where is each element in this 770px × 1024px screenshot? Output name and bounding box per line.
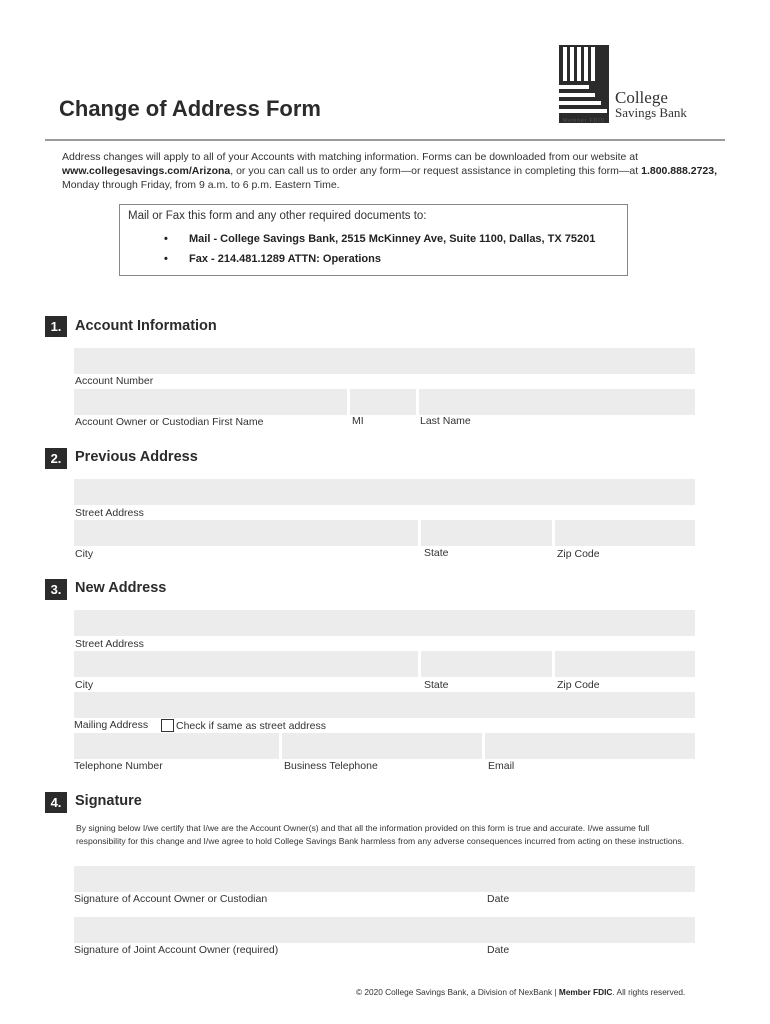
footer-copyright: © 2020 College Savings Bank, a Division of NexBank | Member FDIC. All rights reserved. xyxy=(356,987,686,997)
previous-state-label: State xyxy=(424,547,449,559)
email-label: Email xyxy=(488,760,515,772)
joint-signature-field[interactable] xyxy=(74,917,695,943)
owner-signature-date-label: Date xyxy=(487,893,510,905)
section-1-title: Account Information xyxy=(75,318,217,334)
signature-certification-text: By signing below I/we certify that I/we are the Account Owner(s) and that all the information provided on this form is true and accurate. I/we assume full responsibility for this change and I/we agree to hold College Savings Bank harmless from any adverse consequences incurred from acting on these instructions. xyxy=(76,823,685,846)
new-zip-field[interactable] xyxy=(555,651,695,677)
mailing-address-label: Mailing Address xyxy=(74,719,149,731)
previous-zip-field[interactable] xyxy=(555,520,695,546)
phone-number: 1.800.888.2723, xyxy=(641,165,718,177)
mi-field[interactable] xyxy=(350,389,416,415)
new-street-label: Street Address xyxy=(75,638,144,650)
previous-street-field[interactable] xyxy=(74,479,695,505)
logo-wordmark: College Savings Bank xyxy=(615,88,687,120)
owner-signature-field[interactable] xyxy=(74,866,695,892)
previous-city-field[interactable] xyxy=(74,520,418,546)
mail-address: • Mail - College Savings Bank, 2515 McKinney Ave, Suite 1100, Dallas, TX 75201 xyxy=(168,233,595,245)
previous-zip-label: Zip Code xyxy=(557,548,600,560)
logo-member-fdic: Member FDIC xyxy=(563,118,606,124)
last-name-field[interactable] xyxy=(419,389,695,415)
owner-signature-label: Signature of Account Owner or Custodian xyxy=(74,893,268,905)
new-street-field[interactable] xyxy=(74,610,695,636)
same-address-checkbox[interactable] xyxy=(161,719,174,732)
mailing-address-field[interactable] xyxy=(74,692,695,718)
page-title: Change of Address Form xyxy=(59,96,321,121)
new-city-field[interactable] xyxy=(74,651,418,677)
joint-signature-label: Signature of Joint Account Owner (required) xyxy=(74,944,279,956)
fax-number: • Fax - 214.481.1289 ATTN: Operations xyxy=(168,253,381,265)
title-divider xyxy=(45,139,725,141)
website-link[interactable]: www.collegesavings.com/Arizona xyxy=(62,165,231,177)
account-number-field[interactable] xyxy=(74,348,695,374)
business-telephone-label: Business Telephone xyxy=(284,760,378,772)
business-telephone-field[interactable] xyxy=(282,733,482,759)
footer-member-fdic: Member FDIC xyxy=(558,987,613,997)
new-state-field[interactable] xyxy=(421,651,552,677)
section-2-title: Previous Address xyxy=(75,449,198,465)
section-3-number: 3. xyxy=(45,579,67,600)
mail-instructions-lead: Mail or Fax this form and any other required documents to: xyxy=(128,210,427,222)
new-zip-label: Zip Code xyxy=(557,679,600,691)
previous-city-label: City xyxy=(75,548,94,560)
joint-signature-date-label: Date xyxy=(487,944,510,956)
last-name-label: Last Name xyxy=(420,415,471,427)
previous-street-label: Street Address xyxy=(75,507,144,519)
telephone-field[interactable] xyxy=(74,733,279,759)
section-1-number: 1. xyxy=(45,316,67,337)
first-name-field[interactable] xyxy=(74,389,347,415)
mi-label: MI xyxy=(352,415,364,427)
section-4-title: Signature xyxy=(75,793,142,809)
section-4-number: 4. xyxy=(45,792,67,813)
first-name-label: Account Owner or Custodian First Name xyxy=(75,416,264,428)
same-address-label: Check if same as street address xyxy=(176,720,326,732)
account-number-label: Account Number xyxy=(75,375,154,387)
email-field[interactable] xyxy=(485,733,695,759)
section-2-number: 2. xyxy=(45,448,67,469)
telephone-label: Telephone Number xyxy=(74,760,163,772)
new-state-label: State xyxy=(424,679,449,691)
intro-paragraph: Address changes will apply to all of your Accounts with matching information. Forms can be downloaded from our website at www.collegesavings.com/Arizona, or you can call us to order any form—or request assistance in completing this form—at 1.800.888.2723, Monday through Friday, from 9 a.m. to 6 p.m. Eastern Time. xyxy=(62,151,718,191)
new-city-label: City xyxy=(75,679,94,691)
previous-state-field[interactable] xyxy=(421,520,552,546)
section-3-title: New Address xyxy=(75,580,167,596)
